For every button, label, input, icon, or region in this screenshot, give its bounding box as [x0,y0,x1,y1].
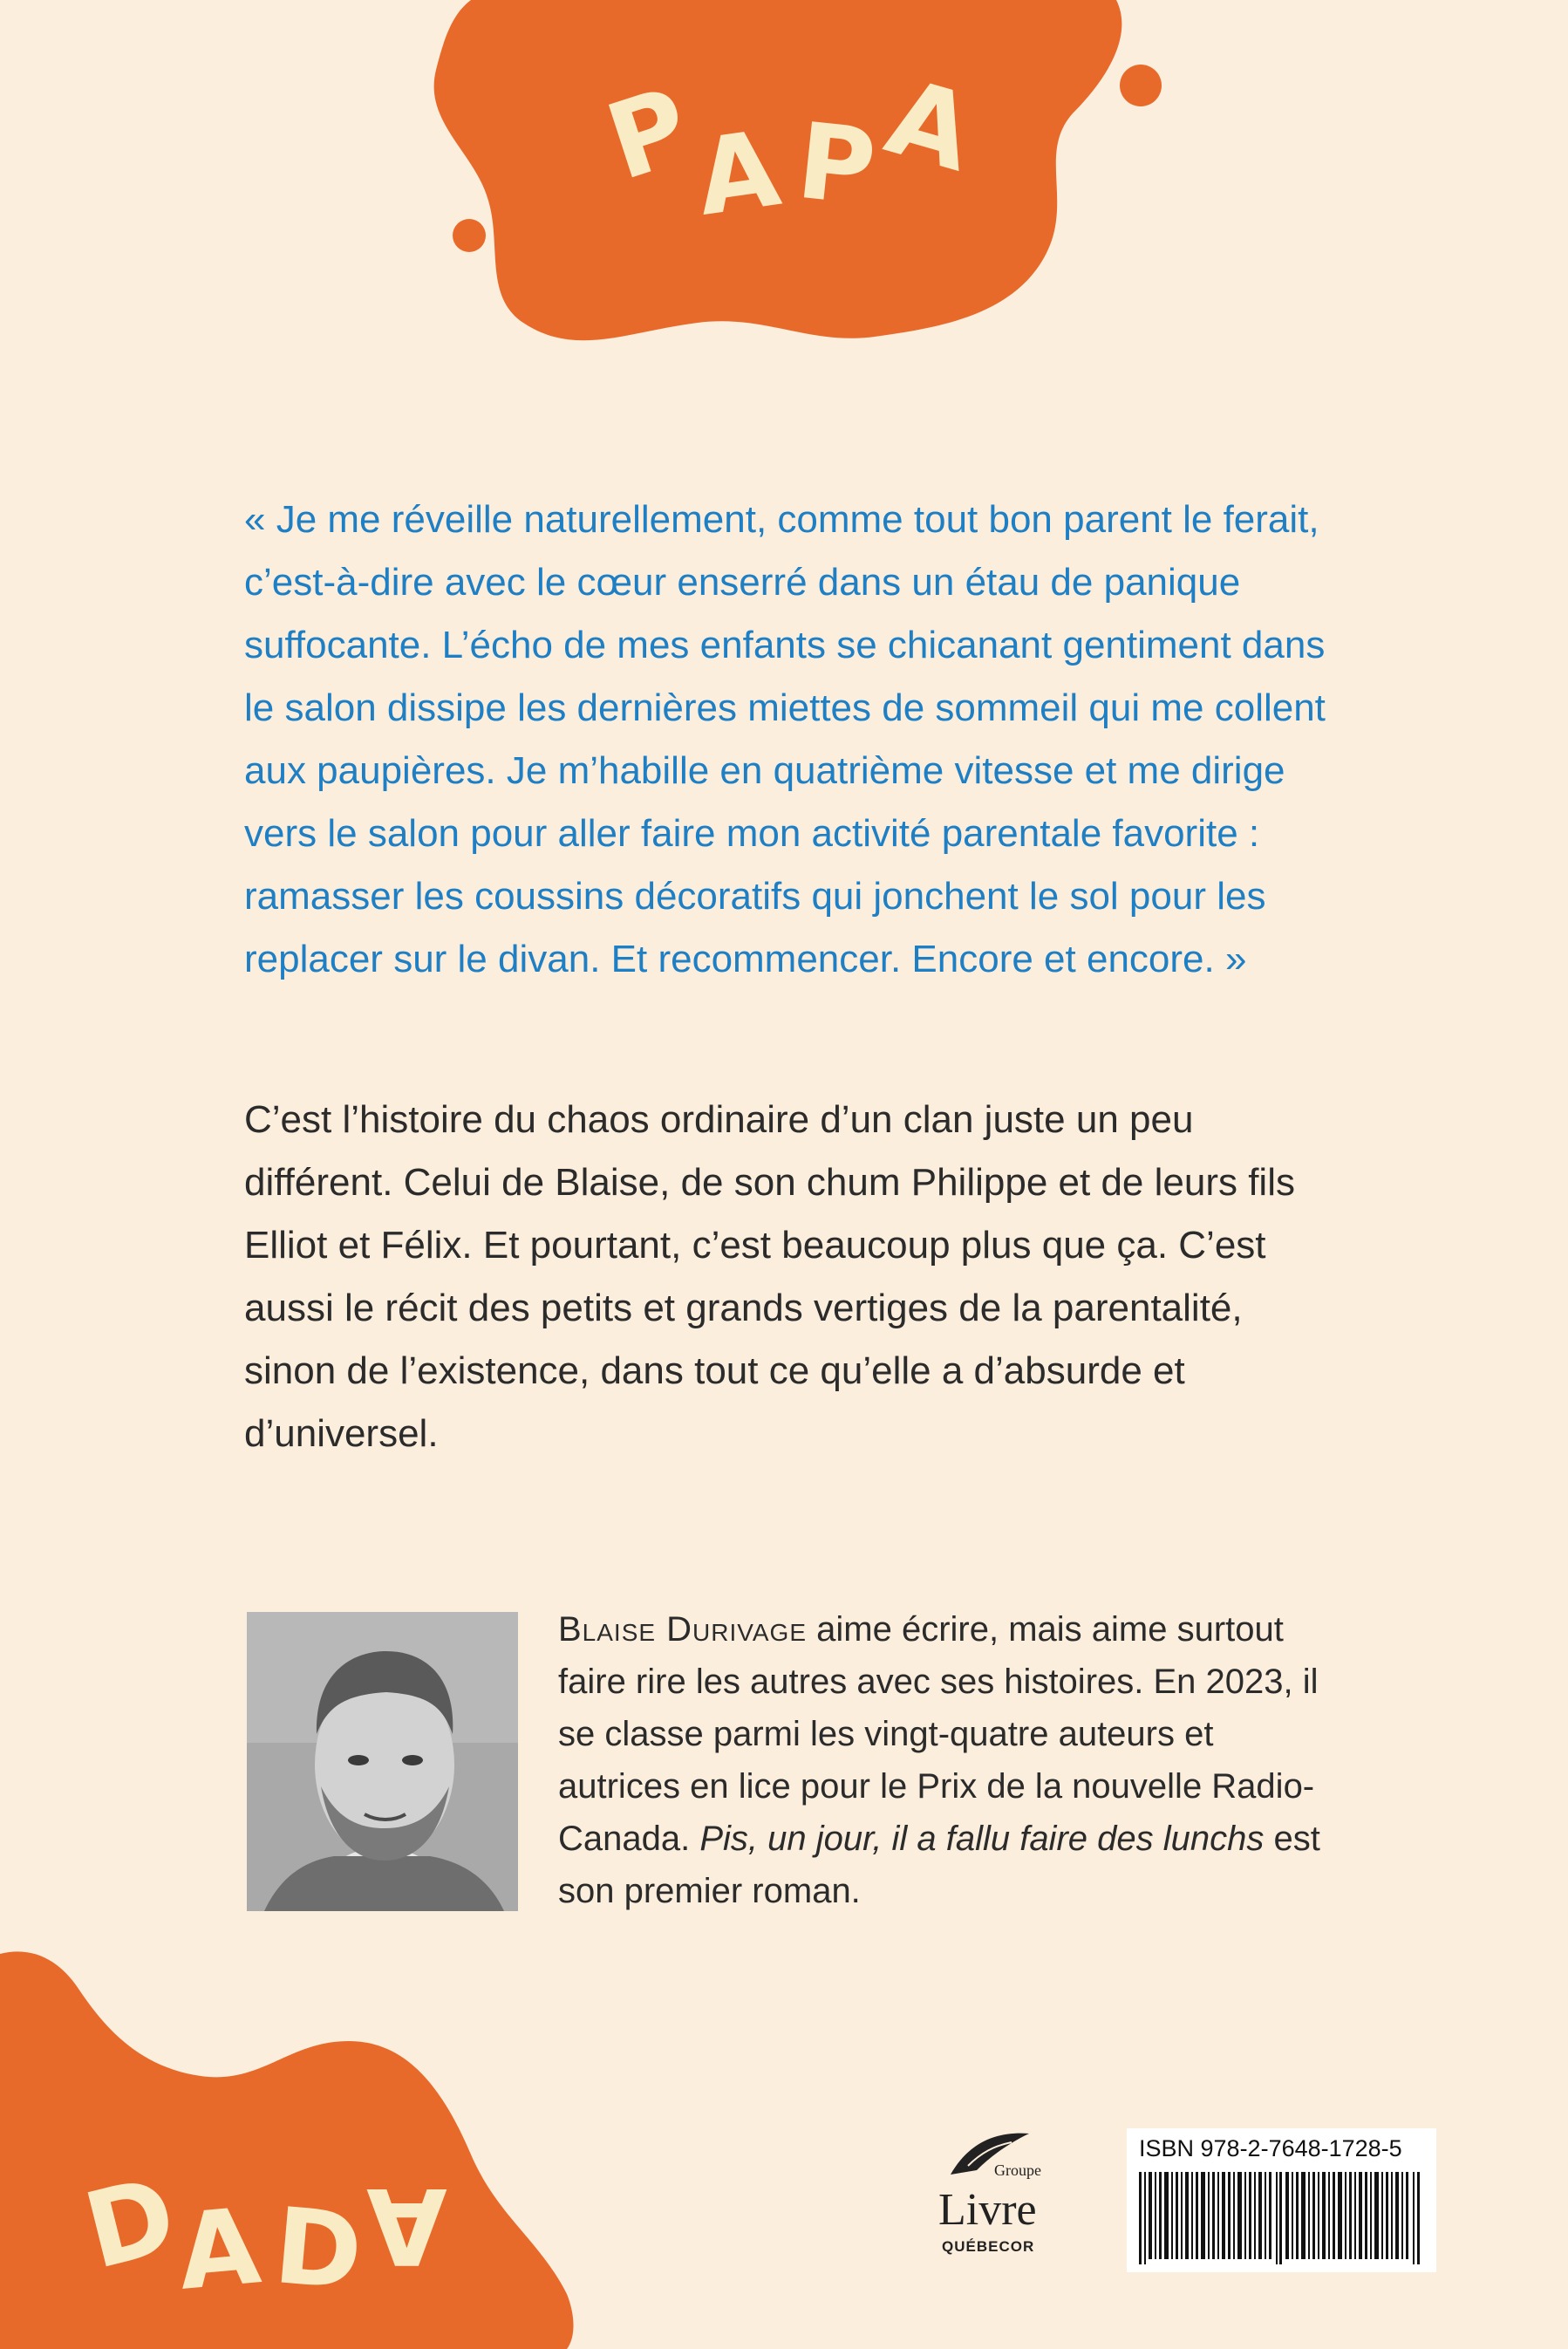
bottom-letter-1: D [73,2154,187,2293]
bottom-letter-4: A [366,2164,447,2285]
author-bio-text-2: est son premier roman. [558,1820,1320,1910]
top-letter-3: P [792,100,882,230]
bottom-letter-2: A [174,2186,265,2314]
isbn-number: ISBN 978-2-7648-1728-5 [1139,2135,1402,2161]
author-name: Blaise Durivage [558,1610,808,1649]
publisher-livre: Livre [938,2185,1037,2235]
author-bio-text-1: aime écrire, mais aime surtout faire rire les autres avec ses histoires. En 2023, il se classe parmi les vingt-quatre auteurs et autrices en lice pour le Prix de la nouvelle Radio-Canada. [558,1610,1319,1858]
top-blob-dot-right-small [1086,51,1108,74]
top-letter-4: A [874,56,986,196]
book-title: Pis, un jour, il a fallu faire des lunchs [699,1820,1265,1858]
author-bio [558,1603,1326,1917]
publisher-groupe: Groupe [994,2161,1041,2179]
book-summary: C’est l’histoire du chaos ordinaire d’un clan juste un peu différent. Celui de Blaise, de son chum Philippe et de leurs fils Elliot et Félix. Et pourtant, c’est beaucoup plus que ça. C’est aussi le récit des petits et grands vertiges de la parentalité, sinon de l’existence, dans tout ce qu’elle a d’absurde et d’universel. [244,1098,1295,1455]
publisher-quebecor: QUÉBECOR [942,2238,1035,2255]
barcode-bars [1139,2172,1424,2264]
back-cover-quote: « Je me réveille naturellement, comme tout bon parent le ferait, c’est-à-dire avec le cœur enserré dans un étau de panique suffocante. L’écho de mes enfants se chicanant gentiment dans le salon dissipe les dernières miettes de sommeil qui me collent aux paupières. Je m’habille en quatrième vitesse et me dirige vers le salon pour aller faire mon activité parentale favorite : ramasser les coussins décoratifs qui jonchent le sol pour les replacer sur le divan. Et recommencer. Encore et encore. » [244,498,1326,980]
author-photo [247,1612,518,1911]
barcode [1127,2128,1436,2272]
top-letter-2: A [689,108,787,240]
top-blob-dot-right-large [1120,65,1162,106]
top-blob-dot-left [453,219,486,252]
bottom-letter-3: D [269,2185,367,2315]
top-letter-1: P [593,65,705,205]
publisher-logo [907,2127,1073,2275]
top-blob [0,0,1568,375]
